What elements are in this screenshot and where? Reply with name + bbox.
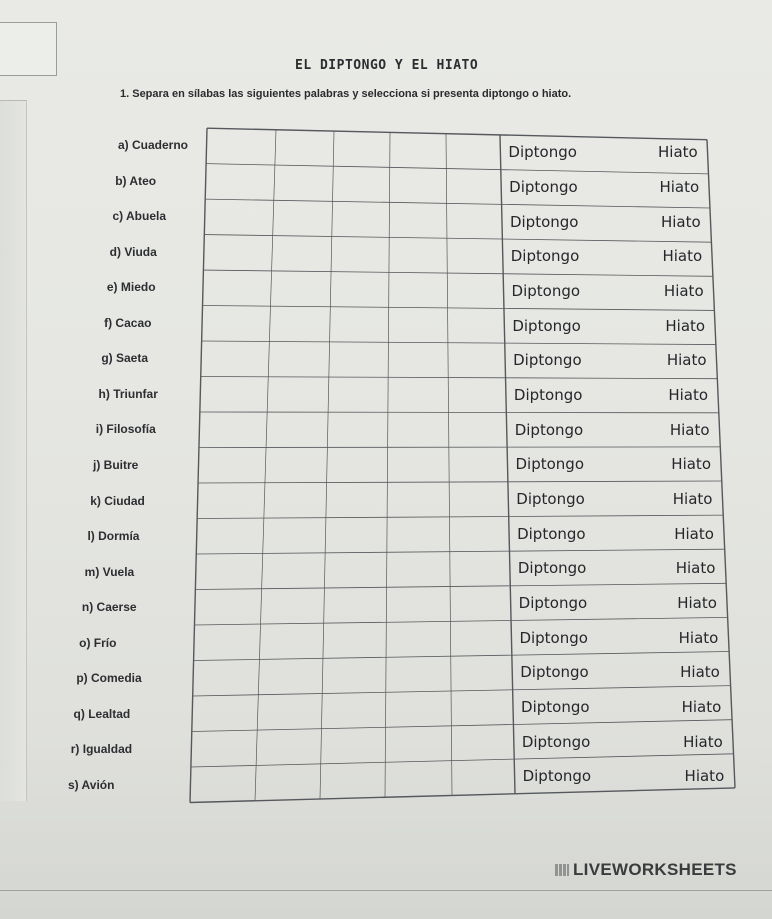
option-row [512, 381, 710, 409]
diptongo-option[interactable]: Diptongo [521, 697, 590, 716]
syllable-cell[interactable] [327, 519, 386, 552]
syllable-cell[interactable] [333, 202, 388, 235]
word-item: h) Triunfar [98, 386, 158, 401]
syllable-cell[interactable] [391, 133, 445, 166]
option-row [509, 242, 704, 270]
word-item: m) Vuela [84, 564, 135, 579]
syllable-cell[interactable] [388, 518, 449, 551]
syllable-cell[interactable] [203, 307, 269, 340]
syllable-cell[interactable] [390, 308, 447, 341]
syllable-cell[interactable] [451, 553, 509, 586]
hiato-option[interactable]: Hiato [684, 767, 725, 786]
syllable-cell[interactable] [207, 165, 274, 198]
logo-icon [555, 864, 569, 876]
syllable-cell[interactable] [267, 448, 327, 481]
diptongo-option[interactable]: Diptongo [509, 212, 579, 231]
hiato-option[interactable]: Hiato [675, 559, 716, 578]
syllable-cell[interactable] [387, 588, 449, 621]
syllable-cell[interactable] [389, 448, 449, 481]
syllable-cell[interactable] [204, 271, 270, 304]
worksheet-title: EL DIPTONGO Y EL HIATO [295, 58, 479, 73]
syllable-cell[interactable] [257, 767, 320, 800]
diptongo-option[interactable]: Diptongo [513, 386, 583, 405]
word-item: p) Comedia [76, 671, 142, 686]
option-row [516, 554, 718, 582]
syllable-cell[interactable] [193, 697, 257, 731]
word-item: b) Ateo [115, 173, 157, 188]
syllable-cell[interactable] [447, 135, 499, 168]
syllable-cell[interactable] [451, 588, 509, 621]
syllable-cell[interactable] [328, 448, 387, 481]
syllable-cell[interactable] [330, 343, 387, 376]
diptongo-option[interactable]: Diptongo [522, 767, 592, 786]
hiato-option[interactable]: Hiato [678, 628, 719, 647]
diptongo-option[interactable]: Diptongo [521, 732, 591, 751]
diptongo-option[interactable]: Diptongo [509, 178, 578, 197]
syllable-cell[interactable] [391, 168, 446, 201]
syllable-cell[interactable] [326, 554, 386, 587]
syllable-cell[interactable] [195, 626, 259, 660]
syllable-cell[interactable] [200, 413, 265, 447]
word-item: a) Cuaderno [118, 138, 189, 152]
option-row [521, 762, 727, 790]
syllable-cell[interactable] [263, 554, 324, 587]
syllable-cell[interactable] [258, 731, 320, 764]
bottom-divider [0, 890, 772, 891]
syllable-cell[interactable] [196, 591, 260, 625]
syllable-cell[interactable] [271, 307, 329, 340]
syllable-cell[interactable] [274, 201, 331, 234]
syllable-cell[interactable] [198, 520, 263, 554]
syllable-cell[interactable] [262, 590, 323, 623]
option-row [508, 208, 703, 236]
option-row [506, 138, 699, 166]
syllable-cell[interactable] [197, 555, 261, 589]
option-row [515, 520, 716, 548]
syllable-cell[interactable] [331, 308, 388, 341]
hiato-option[interactable]: Hiato [658, 143, 698, 162]
word-item: c) Abuela [112, 209, 167, 224]
diptongo-option[interactable]: Diptongo [513, 351, 582, 370]
option-row [520, 728, 725, 756]
hiato-option[interactable]: Hiato [659, 178, 700, 197]
syllable-cell[interactable] [449, 309, 504, 342]
syllable-cell[interactable] [448, 239, 502, 272]
diptongo-option[interactable]: Diptongo [515, 455, 585, 474]
diptongo-option[interactable]: Diptongo [511, 282, 581, 301]
syllable-cell[interactable] [270, 342, 328, 375]
syllable-cell[interactable] [453, 727, 513, 760]
syllable-cell[interactable] [450, 413, 506, 446]
diptongo-option[interactable]: Diptongo [518, 594, 588, 613]
syllable-cell[interactable] [452, 657, 511, 690]
syllable-cell[interactable] [448, 204, 501, 237]
syllable-cell[interactable] [387, 693, 451, 726]
hiato-option[interactable]: Hiato [660, 212, 701, 231]
syllable-cell[interactable] [390, 273, 447, 306]
syllable-cell[interactable] [322, 730, 384, 763]
syllable-cell[interactable] [449, 379, 505, 412]
syllable-cell[interactable] [390, 203, 445, 236]
word-item: s) Avión [68, 778, 115, 792]
option-row [518, 658, 722, 686]
hiato-option[interactable]: Hiato [662, 247, 703, 266]
hiato-option[interactable]: Hiato [668, 386, 709, 405]
syllable-cell[interactable] [329, 378, 387, 411]
diptongo-option[interactable]: Diptongo [516, 490, 585, 509]
syllable-cell[interactable] [268, 413, 327, 446]
syllable-cell[interactable] [275, 166, 332, 199]
diptongo-option[interactable]: Diptongo [520, 663, 589, 682]
hiato-option[interactable]: Hiato [663, 282, 704, 301]
option-row [519, 693, 723, 721]
syllable-cell[interactable] [261, 625, 322, 658]
option-row [510, 312, 707, 340]
word-item: l) Dormía [87, 529, 140, 544]
syllable-cell[interactable] [194, 662, 258, 696]
word-item: d) Viuda [109, 244, 157, 259]
option-row [517, 624, 720, 652]
syllable-cell[interactable] [447, 170, 500, 203]
syllable-cell[interactable] [265, 484, 325, 517]
instruction-text: 1. Separa en sílabas las siguientes palabras y selecciona si presenta diptongo o hiato. [120, 88, 572, 100]
syllable-cell[interactable] [335, 132, 389, 165]
diptongo-option[interactable]: Diptongo [510, 247, 580, 266]
option-row [517, 589, 719, 617]
hiato-option[interactable]: Hiato [677, 594, 717, 613]
syllable-cell[interactable] [259, 696, 321, 729]
diptongo-option[interactable]: Diptongo [514, 420, 584, 439]
syllable-cell[interactable] [452, 692, 512, 725]
syllable-cell[interactable] [450, 448, 507, 481]
syllable-cell[interactable] [269, 378, 328, 411]
word-item: r) Igualdad [70, 742, 133, 757]
word-item: k) Ciudad [90, 493, 145, 508]
hiato-option[interactable]: Hiato [681, 697, 722, 716]
syllable-cell[interactable] [453, 762, 514, 795]
syllable-cell[interactable] [332, 273, 388, 306]
syllable-cell[interactable] [199, 484, 264, 518]
syllable-cell[interactable] [276, 131, 332, 164]
syllable-cell[interactable] [321, 765, 384, 798]
syllable-cell[interactable] [191, 768, 254, 802]
syllable-cell[interactable] [202, 342, 268, 375]
option-row [513, 416, 712, 444]
syllable-cell[interactable] [334, 167, 389, 200]
option-row [507, 173, 701, 201]
logo-text: LIVEWORKSHEETS [573, 860, 737, 879]
diptongo-option[interactable]: Diptongo [517, 559, 587, 578]
hiato-option[interactable]: Hiato [671, 455, 711, 474]
word-item: i) Filosofía [95, 422, 156, 437]
syllable-cell[interactable] [389, 343, 447, 376]
syllable-cell[interactable] [208, 129, 275, 162]
diptongo-option[interactable]: Diptongo [517, 524, 586, 543]
syllable-cell[interactable] [388, 553, 449, 586]
liveworksheets-logo [555, 860, 737, 880]
diptongo-option[interactable]: Diptongo [508, 143, 577, 162]
diptongo-option[interactable]: Diptongo [512, 316, 581, 335]
word-item: o) Frío [79, 635, 117, 650]
hiato-option[interactable]: Hiato [665, 316, 706, 335]
syllable-cell[interactable] [264, 519, 324, 552]
syllable-cell[interactable] [452, 622, 511, 655]
syllable-cell[interactable] [329, 413, 387, 446]
syllable-cell[interactable] [327, 484, 386, 517]
syllable-cell[interactable] [449, 344, 504, 377]
syllable-cell[interactable] [324, 624, 385, 657]
diptongo-option[interactable]: Diptongo [519, 628, 588, 647]
hiato-option[interactable]: Hiato [669, 420, 710, 439]
syllable-cell[interactable] [387, 623, 449, 656]
syllable-cell[interactable] [205, 236, 271, 269]
syllable-cell[interactable] [332, 237, 388, 270]
syllable-cell[interactable] [388, 483, 448, 516]
hiato-option[interactable]: Hiato [680, 663, 720, 682]
hiato-option[interactable]: Hiato [666, 351, 707, 370]
word-item: e) Miedo [106, 280, 156, 295]
grid-row-line [200, 412, 719, 413]
syllable-cell[interactable] [389, 413, 448, 446]
word-item: q) Lealtad [73, 706, 131, 721]
word-item: n) Caerse [81, 600, 137, 615]
syllable-cell[interactable] [200, 449, 265, 483]
syllable-cell[interactable] [201, 378, 266, 411]
option-row [510, 277, 706, 305]
syllable-cell[interactable] [448, 274, 502, 307]
syllable-cell[interactable] [272, 272, 330, 305]
syllable-cell[interactable] [386, 763, 451, 796]
syllable-cell[interactable] [273, 237, 330, 270]
syllable-cell[interactable] [260, 660, 322, 693]
syllable-cell[interactable] [389, 378, 447, 411]
hiato-option[interactable]: Hiato [672, 490, 713, 509]
hiato-option[interactable]: Hiato [683, 732, 723, 751]
syllable-cell[interactable] [323, 695, 385, 728]
syllable-cell[interactable] [386, 728, 450, 761]
word-item: j) Buitre [93, 458, 139, 472]
option-row [514, 485, 714, 513]
syllable-cell[interactable] [192, 733, 255, 767]
syllable-cell[interactable] [206, 200, 272, 233]
option-row [514, 450, 714, 478]
option-row [511, 346, 708, 374]
grid-row-line [199, 447, 720, 448]
word-item: g) Saeta [101, 351, 149, 366]
syllable-cell[interactable] [390, 238, 446, 271]
word-item: f) Cacao [104, 315, 152, 330]
hiato-option[interactable]: Hiato [674, 524, 714, 543]
syllable-cell[interactable] [324, 659, 385, 692]
syllable-cell[interactable] [451, 518, 508, 551]
syllable-cell[interactable] [387, 658, 450, 691]
syllable-cell[interactable] [450, 483, 507, 516]
syllable-cell[interactable] [325, 589, 385, 622]
